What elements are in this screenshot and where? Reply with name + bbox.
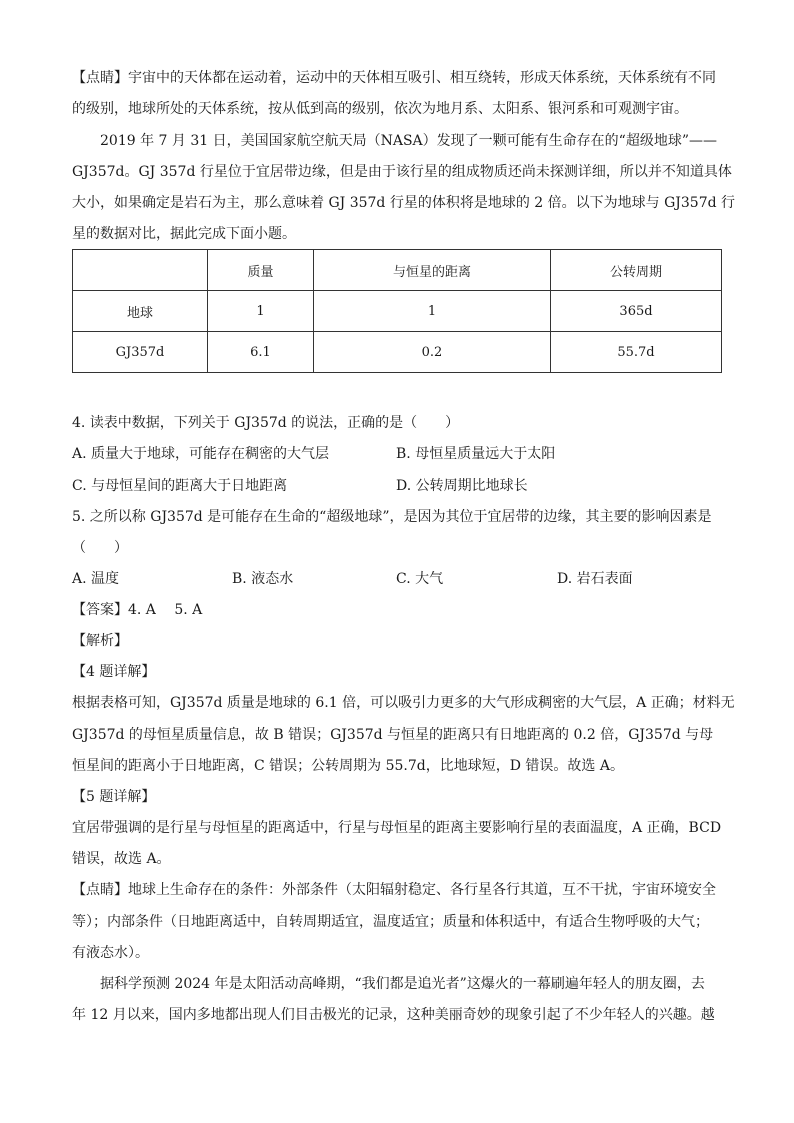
question-5-option-b: B. 液态水 bbox=[232, 571, 294, 587]
closing-paragraph-line: 据科学预测 2024 年是太阳活动高峰期，“我们都是追光者”这爆火的一幕刷遍年轻人的朋友圈，去 bbox=[100, 976, 705, 992]
answer-line: 【答案】4. A 5. A bbox=[72, 602, 203, 618]
detail-5-heading: 【5 题详解】 bbox=[72, 789, 156, 805]
detail-4-heading: 【4 题详解】 bbox=[72, 664, 156, 680]
table-header-cell: 公转周期 bbox=[551, 250, 722, 291]
tip-paragraph-line: 的级别，地球所处的天体系统，按从低到高的级别，依次为地月系、太阳系、银河系和可观测宇宙。 bbox=[72, 101, 688, 117]
detail-5-line: 宜居带强调的是行星与母恒星的距离适中，行星与母恒星的距离主要影响行星的表面温度，A 正确，BCD bbox=[72, 820, 722, 836]
intro-paragraph-line: 星的数据对比，据此完成下面小题。 bbox=[72, 226, 296, 242]
tip-2-line: 有液态水）。 bbox=[72, 945, 149, 961]
intro-paragraph-line: 2019 年 7 月 31 日，美国国家航空航天局（NASA）发现了一颗可能有生命存在的“超级地球”—— bbox=[100, 133, 717, 149]
detail-5-line: 错误，故选 A。 bbox=[72, 851, 171, 867]
question-5-option-c: C. 大气 bbox=[396, 571, 444, 587]
question-4-option-a: A. 质量大于地球，可能存在稠密的大气层 bbox=[72, 446, 330, 462]
tip-2-line: 等）；内部条件（日地距离适中，自转周期适宜，温度适宜；质量和体积适中，有适合生物呼吸的大气； bbox=[72, 914, 709, 930]
table-row bbox=[73, 291, 722, 332]
analysis-heading: 【解析】 bbox=[72, 633, 128, 649]
closing-paragraph-line: 年 12 月以来，国内多地都出现人们目击极光的记录，这种美丽奇妙的现象引起了不少年轻人的兴趣。越 bbox=[72, 1007, 715, 1023]
table-cell: 0.2 bbox=[314, 332, 551, 373]
table-cell: 1 bbox=[314, 291, 551, 332]
table-row bbox=[73, 332, 722, 373]
detail-4-line: 恒星间的距离小于日地距离，C 错误；公转周期为 55.7d，比地球短，D 错误。故选 A。 bbox=[72, 758, 624, 774]
intro-paragraph-line: GJ357d。GJ 357d 行星位于宜居带边缘，但是由于该行星的组成物质还尚未探测详细，所以并不知道具体 bbox=[72, 164, 732, 180]
question-5-option-d: D. 岩石表面 bbox=[557, 571, 633, 587]
table-cell: GJ357d bbox=[73, 332, 208, 373]
detail-4-line: GJ357d 的母恒星质量信息，故 B 错误；GJ357d 与恒星的距离只有日地距离的 0.2 倍，GJ357d 与母 bbox=[72, 727, 714, 743]
intro-paragraph-line: 大小，如果确定是岩石为主，那么意味着 GJ 357d 行星的体积将是地球的 2 倍。以下为地球与 GJ357d 行 bbox=[72, 195, 736, 211]
table-cell: 地球 bbox=[73, 291, 208, 332]
question-4-stem: 4. 读表中数据，下列关于 GJ357d 的说法，正确的是（ ） bbox=[72, 415, 460, 431]
question-5-stem: 5. 之所以称 GJ357d 是可能存在生命的“超级地球”，是因为其位于宜居带的边缘，其主要的影响因素是 bbox=[72, 509, 712, 525]
question-4-option-c: C. 与母恒星间的距离大于日地距离 bbox=[72, 478, 288, 494]
tip-2-line: 【点睛】地球上生命存在的条件：外部条件（太阳辐射稳定、各行星各行其道，互不干扰，宇宙环境安全 bbox=[72, 882, 716, 898]
question-5-stem: （ ） bbox=[72, 540, 128, 556]
table-cell: 1 bbox=[208, 291, 314, 332]
question-4-option-d: D. 公转周期比地球长 bbox=[396, 478, 528, 494]
table-cell: 55.7d bbox=[551, 332, 722, 373]
table-header-cell bbox=[73, 250, 208, 291]
table-cell: 365d bbox=[551, 291, 722, 332]
table-cell: 6.1 bbox=[208, 332, 314, 373]
table-header-cell: 质量 bbox=[208, 250, 314, 291]
comparison-table bbox=[72, 249, 722, 373]
table-header-row bbox=[73, 250, 722, 291]
question-4-option-b: B. 母恒星质量远大于太阳 bbox=[396, 446, 556, 462]
tip-paragraph-line: 【点睛】宇宙中的天体都在运动着，运动中的天体相互吸引、相互绕转，形成天体系统，天体系统有不同 bbox=[72, 70, 716, 86]
detail-4-line: 根据表格可知，GJ357d 质量是地球的 6.1 倍，可以吸引力更多的大气形成稠密的大气层，A 正确；材料无 bbox=[72, 695, 735, 711]
table-header-cell: 与恒星的距离 bbox=[314, 250, 551, 291]
question-5-option-a: A. 温度 bbox=[72, 571, 120, 587]
